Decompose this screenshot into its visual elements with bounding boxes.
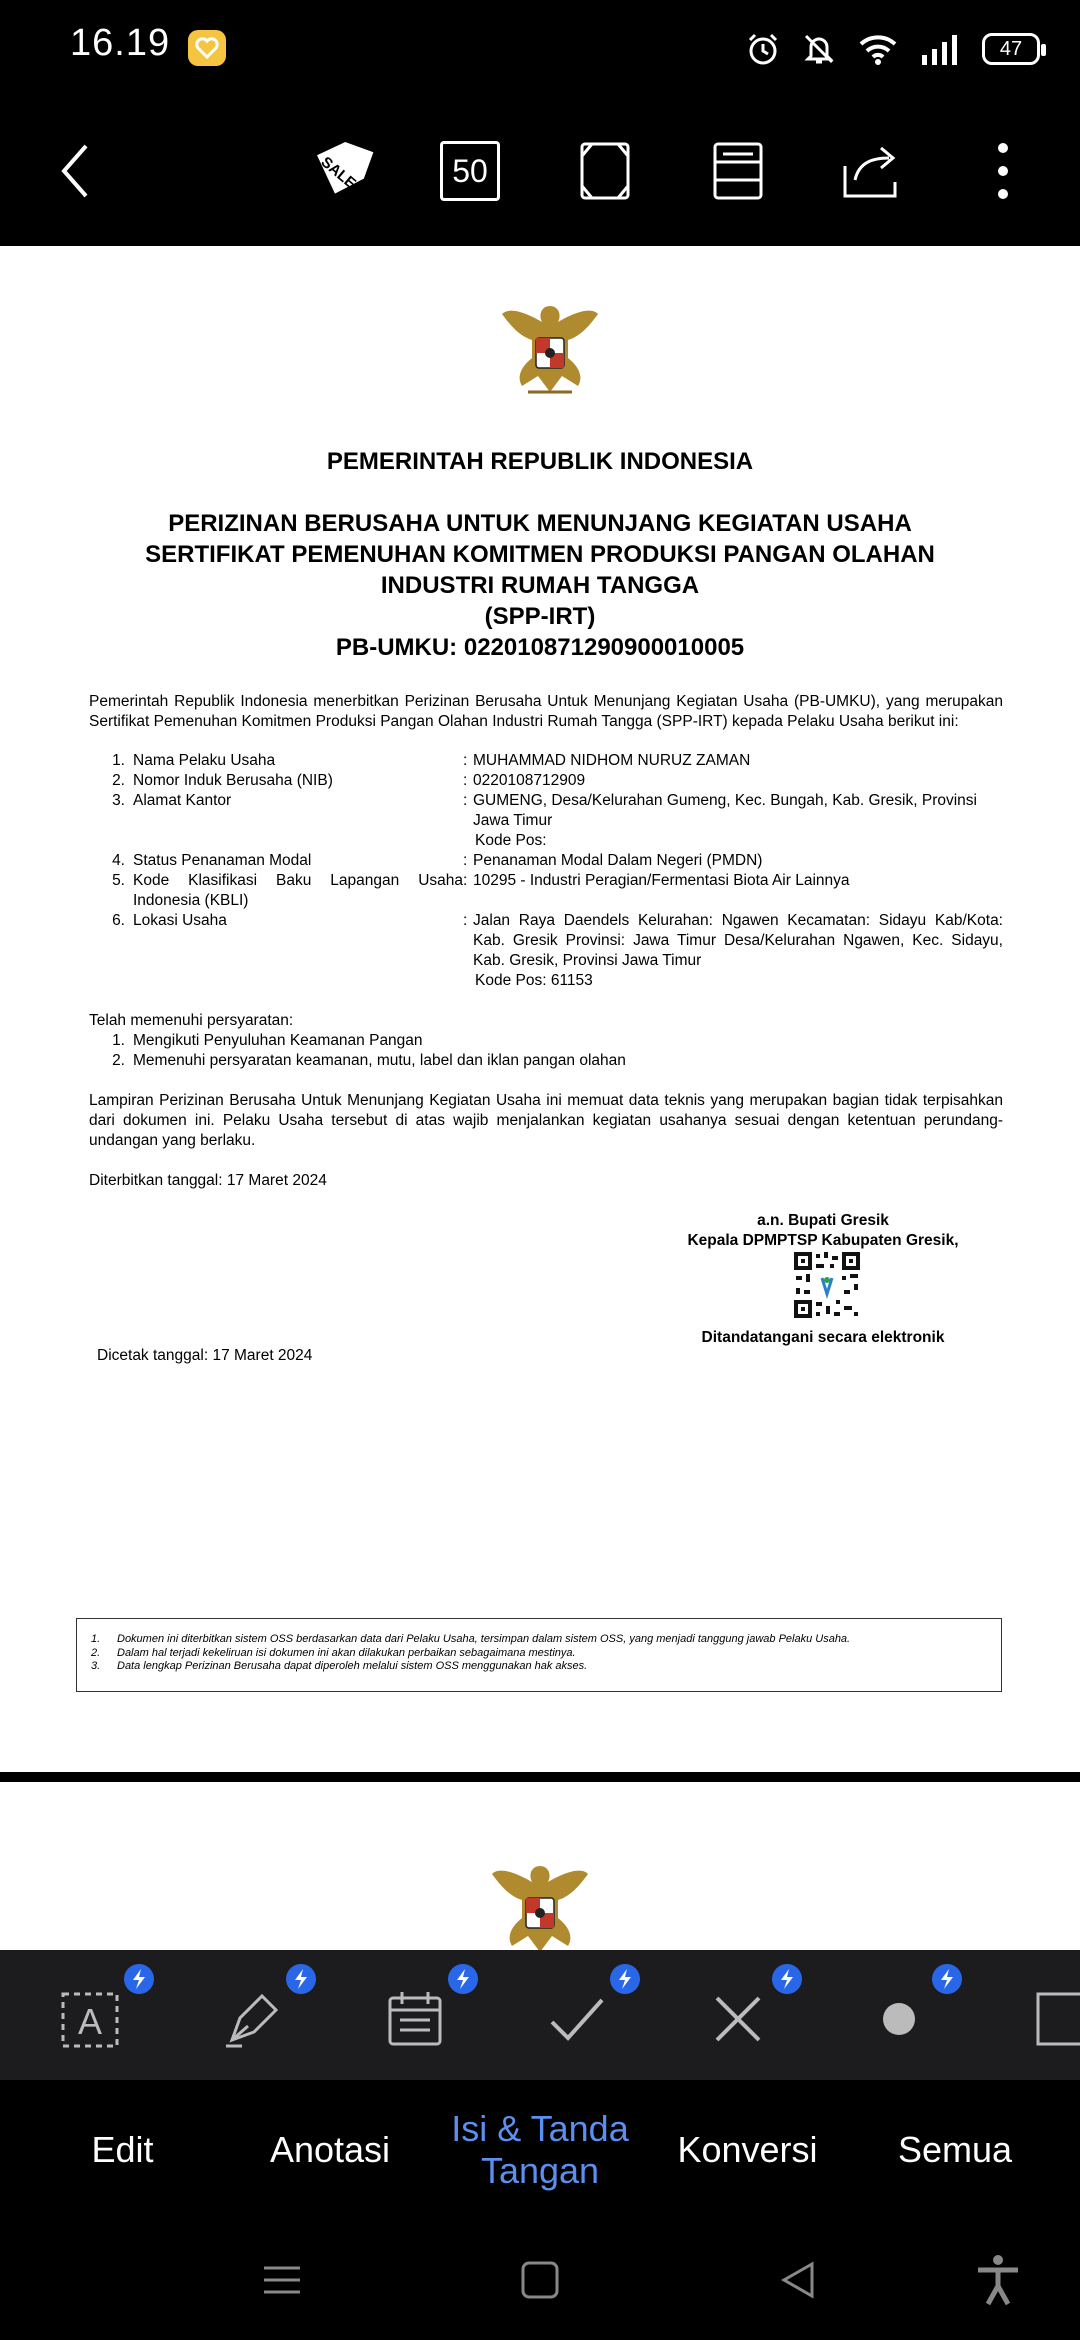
bolt-badge-icon — [772, 1964, 802, 1994]
bell-off-icon — [802, 32, 836, 66]
tab-edit[interactable]: Edit — [91, 2129, 154, 2170]
field-label: Nama Pelaku Usaha — [133, 752, 276, 769]
issued-date: Diterbitkan tanggal: 17 Maret 2024 — [89, 1172, 327, 1189]
field-row: 1. Nama Pelaku Usaha : MUHAMMAD NIDHOM NURUZ ZAMAN — [89, 751, 1003, 771]
document-page-2[interactable] — [0, 1782, 1080, 1950]
text-box-icon[interactable] — [55, 1984, 125, 2054]
back-icon[interactable] — [44, 136, 114, 206]
bolt-badge-icon — [124, 1964, 154, 1994]
calendar-icon[interactable] — [380, 1984, 450, 2054]
fill-sign-toolbar — [0, 1950, 1080, 2080]
sign-line: Kepala DPMPTSP Kabupaten Gresik, — [687, 1232, 959, 1249]
document-page[interactable] — [0, 246, 1080, 1772]
field-value: 0220108712909 — [473, 772, 586, 789]
title-line: PERIZINAN BERUSAHA UNTUK MENUNJANG KEGIATAN USAHA — [168, 510, 912, 537]
top-toolbar — [0, 96, 1080, 246]
svg-text:SALE: SALE — [317, 153, 360, 193]
note-item: 1. Dokumen ini diterbitkan sistem OSS berdasarkan data dari Pelaku Usaha, tersimpan dalam sistem OSS, yang menjadi tanggung jawab Pelaku Usaha. — [91, 1633, 851, 1645]
home-icon[interactable] — [510, 2250, 570, 2310]
field-label: Lokasi Usaha — [133, 912, 227, 929]
heart-badge-icon — [188, 30, 226, 66]
field-row: 3. Alamat Kantor : GUMENG, Desa/Kelurahan Gumeng, Kec. Bungah, Kab. Gresik, Provinsi Jawa Timur — [89, 791, 1003, 831]
list-item: 2. Memenuhi persyaratan keamanan, mutu, label dan iklan pangan olahan — [112, 1052, 626, 1069]
field-row: 5. Kode Klasifikasi Baku Lapangan Usaha Indonesia (KBLI) : 10295 - Industri Peragian/Fermentasi Biota Air Lainnya — [89, 871, 1003, 911]
notes-box — [76, 1618, 1002, 1692]
field-sub: Kode Pos: — [475, 832, 547, 849]
wifi-icon — [858, 33, 898, 65]
field-num: 6. — [112, 912, 125, 929]
note-item: 2. Dalam hal terjadi kekeliruan isi dokumen ini akan dilakukan perbaikan sebagaimana mestinya. — [91, 1646, 576, 1659]
bottom-tab-bar — [0, 2080, 1080, 2220]
tab-semua[interactable]: Semua — [897, 2129, 1013, 2170]
field-label: Kode Klasifikasi Baku Lapangan Usaha Indonesia (KBLI) — [133, 872, 463, 909]
sale-tag-icon[interactable] — [305, 136, 375, 206]
rectangle-icon[interactable] — [1030, 1984, 1080, 2054]
field-num: 5. — [112, 872, 125, 889]
signatory — [640, 1211, 1006, 1251]
field-value: Penanaman Modal Dalam Negeri (PMDN) — [473, 852, 763, 869]
title-line: INDUSTRI RUMAH TANGGA — [380, 572, 700, 599]
requirements-title: Telah memenuhi persyaratan: — [89, 1012, 294, 1029]
title-line: SERTIFIKAT PEMENUHAN KOMITMEN PRODUKSI PANGAN OLAHAN — [145, 541, 935, 568]
gov-title: PEMERINTAH REPUBLIK INDONESIA — [326, 448, 754, 475]
cross-icon[interactable] — [703, 1984, 773, 2054]
field-value: 10295 - Industri Peragian/Fermentasi Biota Air Lainnya — [473, 872, 850, 889]
field-label: Alamat Kantor — [133, 792, 232, 809]
permit-number: PB-UMKU: 022010871290900010005 — [335, 634, 745, 661]
fields-list — [89, 751, 1003, 991]
sign-line: a.n. Bupati Gresik — [757, 1212, 889, 1229]
field-label: Status Penanaman Modal — [133, 852, 312, 869]
garuda-emblem — [498, 296, 602, 402]
intro-paragraph: Pemerintah Republik Indonesia menerbitkan Perizinan Berusaha Untuk Menunjang Kegiatan Usaha (PB-UMKU), yang merupakan Sertifikat Pemenuhan Komitmen Produksi Pangan Olahan Industri Rumah Tangga (SPP-IRT) kepada Pelaku Usaha berikut ini: — [89, 693, 1003, 730]
field-value: GUMENG, Desa/Kelurahan Gumeng, Kec. Bungah, Kab. Gresik, Provinsi Jawa Timur — [473, 792, 977, 829]
list-item: 1. Mengikuti Penyuluhan Keamanan Pangan — [112, 1032, 423, 1049]
field-row: 2. Nomor Induk Berusaha (NIB) : 0220108712909 — [89, 771, 1003, 791]
status-time: 16.19 — [70, 22, 171, 64]
battery-icon: 47 — [982, 33, 1040, 65]
dot-icon[interactable] — [864, 1984, 934, 2054]
accessibility-icon[interactable] — [968, 2250, 1028, 2310]
status-bar — [0, 0, 1080, 96]
attachment-note: Lampiran Perizinan Berusaha Untuk Menunjang Kegiatan Usaha ini memuat data teknis yang merupakan bagian tidak terpisahkan dari dokumen ini. Pelaku Usaha tersebut di atas wajib menjalankan kegiatan usahanya sesuai dengan ketentuan perundang-undangan yang berlaku. — [89, 1092, 1003, 1149]
tab-konversi[interactable]: Konversi — [677, 2129, 818, 2170]
status-icons — [746, 26, 1040, 72]
menu-icon[interactable] — [252, 2250, 312, 2310]
svg-text:A: A — [77, 2001, 103, 2042]
field-value: MUHAMMAD NIDHOM NURUZ ZAMAN — [473, 752, 751, 769]
system-nav-bar — [0, 2220, 1080, 2340]
alarm-icon — [746, 32, 780, 66]
document-title — [0, 508, 1080, 663]
pen-icon[interactable] — [218, 1984, 288, 2054]
field-label: Nomor Induk Berusaha (NIB) — [133, 772, 333, 789]
field-num: 1. — [112, 752, 125, 769]
field-num: 4. — [112, 852, 125, 869]
bolt-badge-icon — [610, 1964, 640, 1994]
back-nav-icon[interactable] — [768, 2250, 828, 2310]
qr-code — [792, 1250, 862, 1320]
note-item: 3. Data lengkap Perizinan Berusaha dapat diperoleh melalui sistem OSS menggunakan hak akses. — [91, 1660, 588, 1672]
tab-isi-tanda-tangan[interactable]: Isi & Tanda Tangan — [451, 2108, 629, 2191]
bolt-badge-icon — [932, 1964, 962, 1994]
title-line: (SPP-IRT) — [484, 603, 596, 630]
field-num: 3. — [112, 792, 125, 809]
page-separator — [0, 1772, 1080, 1782]
share-icon[interactable] — [835, 136, 905, 206]
zoom-level-icon[interactable]: 50 — [440, 141, 500, 201]
bolt-badge-icon — [286, 1964, 316, 1994]
requirements-list — [89, 1031, 1003, 1071]
garuda-emblem — [488, 1856, 592, 1950]
field-row: 4. Status Penanaman Modal : Penanaman Modal Dalam Negeri (PMDN) — [89, 851, 1003, 871]
signal-icon — [920, 33, 960, 65]
check-icon[interactable] — [542, 1984, 612, 2054]
bolt-badge-icon — [448, 1964, 478, 1994]
field-sub: Kode Pos: 61153 — [475, 972, 593, 989]
field-num: 2. — [112, 772, 125, 789]
field-row: 6. Lokasi Usaha : Jalan Raya Daendels Kelurahan: Ngawen Kecamatan: Sidayu Kab/Kota: Kab. Gresik Provinsi: Jawa Timur Desa/Kelurahan Ngawen, Kec. Sidayu, Kab. Gresik, Provinsi Jawa Timur — [89, 911, 1003, 971]
field-value: Jalan Raya Daendels Kelurahan: Ngawen Kecamatan: Sidayu Kab/Kota: Kab. Gresik Provinsi: Jawa Timur Desa/Kelurahan Ngawen, Kec. Sidayu, Kab. Gresik, Provinsi Jawa Timur — [473, 912, 1003, 969]
printed-date: Dicetak tanggal: 17 Maret 2024 — [97, 1347, 313, 1364]
more-icon[interactable] — [968, 136, 1038, 206]
e-sign-note: Ditandatangani secara elektronik — [701, 1329, 945, 1346]
page-view-icon[interactable] — [703, 136, 773, 206]
tab-anotasi[interactable]: Anotasi — [269, 2129, 391, 2170]
fullscreen-icon[interactable] — [570, 136, 640, 206]
